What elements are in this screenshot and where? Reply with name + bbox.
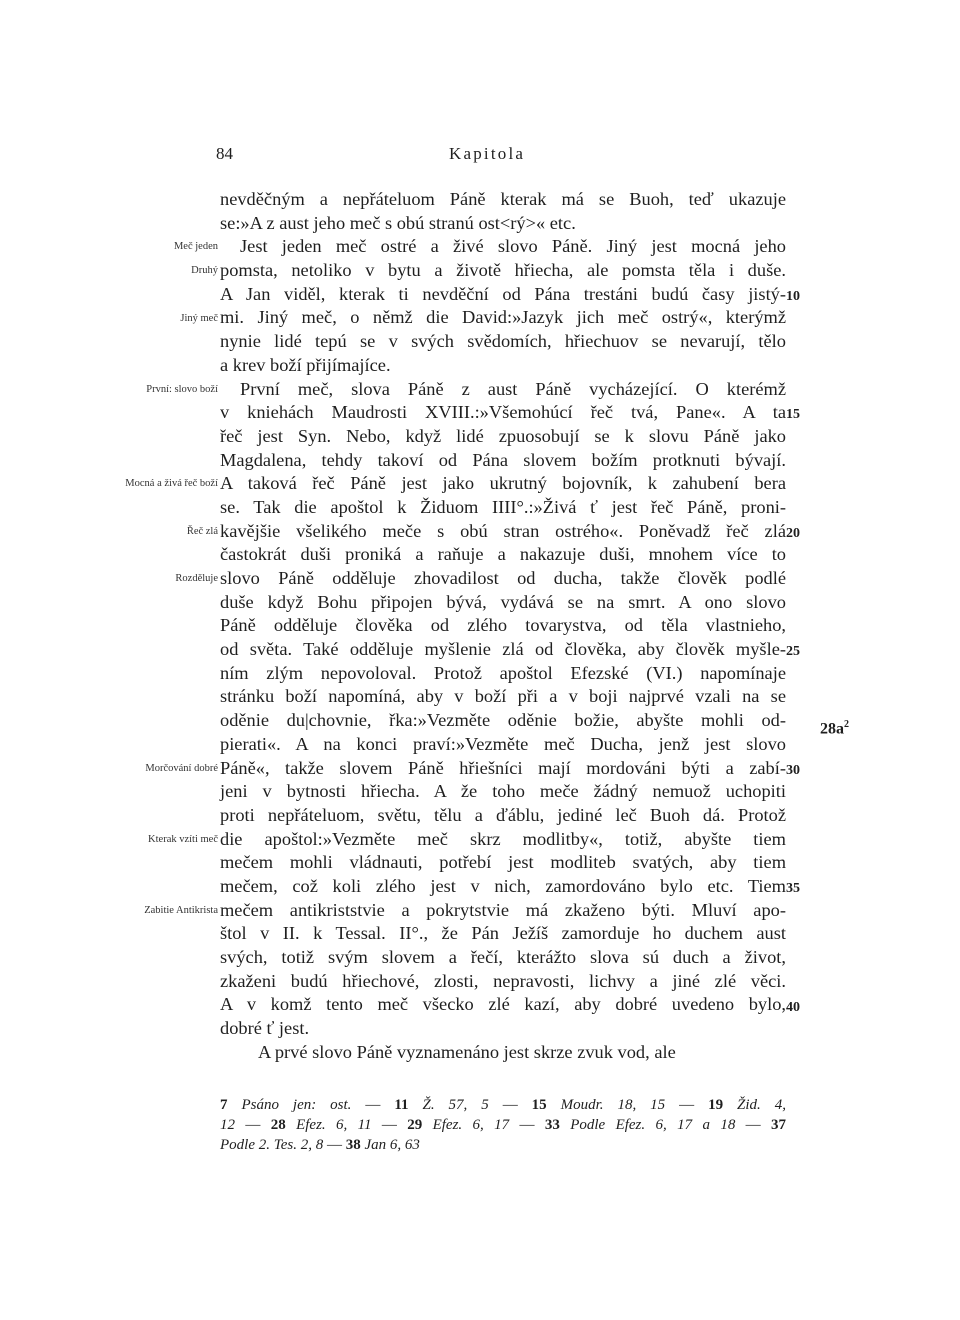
apparatus-segment: Efez. 6, 17	[432, 1117, 510, 1133]
apparatus-segment: —	[665, 1097, 709, 1113]
text-line: jeni v bytnosti hřiecha. A že toho meče žádný nemuož uchopiti	[220, 781, 786, 802]
text-line: dobré ť jest.	[220, 1018, 310, 1039]
apparatus-line-ref: 11	[394, 1097, 423, 1113]
text-line: mečem mohli vládnauti, potřebí jest modliteb svatých, aby tiem	[220, 852, 786, 873]
apparatus-segment: Efez. 6, 11	[296, 1117, 372, 1133]
apparatus-segment: —	[735, 1117, 772, 1133]
margin-note: Jiný meč	[180, 312, 218, 324]
margin-note: Druhý	[191, 265, 218, 277]
text-line: mečem antikriststvie a pokrytstvie má zkaženo býti. Mluví apo-	[220, 899, 786, 920]
apparatus-segment: Jan 6, 63	[364, 1137, 420, 1153]
apparatus-segment: Podle 2. Tes. 2, 8	[220, 1137, 324, 1153]
text-line: zkaženi budú hřiechové, zlosti, nepravosti, lichvy a jiné zlé věci.	[220, 970, 786, 991]
text-line: nynie lidé tepú se v svých svědomích, hřiechuov se nevarují, tělo	[220, 331, 786, 352]
apparatus-line-ref: 33	[544, 1117, 571, 1133]
margin-note: První: slovo boží	[146, 383, 218, 395]
text-line: v kniehách Maudrosti XVIII.:»Všemohúcí řeč tvá, Pane«. A ta	[220, 402, 786, 423]
apparatus-segment: Žid. 4,	[737, 1097, 786, 1113]
apparatus-segment: Moudr. 18, 15	[560, 1097, 666, 1113]
margin-note: Zabitie Antikrista	[144, 905, 218, 916]
apparatus-segment: —	[323, 1137, 346, 1153]
text-line: se. Tak die apoštol k Židuom IIII°.:»Živá ť jest řeč Páně, proni-	[220, 496, 786, 517]
body-text	[220, 188, 786, 1064]
text-line: Páně«, takže slovem Páně hřiešníci mají mordováni býti a zabí-	[220, 757, 786, 778]
text-line: proti nepřáteluom, světu, tělu a ďáblu, jediné leč Buoh dá. Protož	[220, 804, 786, 825]
line-number: 35	[786, 881, 800, 897]
apparatus-line	[220, 1095, 786, 1115]
text-line: pomsta, netoliko v bytu a životě hřiecha, ale pomsta těla i duše.	[220, 260, 786, 281]
folio-mark	[820, 719, 849, 738]
critical-apparatus	[220, 1095, 786, 1155]
page-number: 84	[216, 144, 233, 163]
text-line: častokrát duši proniká a raňuje a nakazuje duši, mnohem více to	[220, 544, 786, 565]
text-line: pierati«. A na konci praví:»Vezměte meč Ducha, jenž jest slovo	[220, 733, 786, 754]
text-line: A taková řeč Páně jest jako ukrutný bojovník, k zahubení bera	[220, 473, 786, 494]
apparatus-segment: —	[371, 1117, 408, 1133]
text-line: štol v II. k Tessal. II°., že Pán Ježíš zamorduje ho duchem aust	[220, 923, 786, 944]
line-number: 15	[786, 407, 800, 423]
line-number: 25	[786, 644, 800, 660]
text-line: A Jan viděl, kterak ti nevděční od Pána trestáni budú časy jistý-	[220, 283, 786, 304]
line-number: 20	[786, 525, 800, 541]
folio-mark-base: 28a	[820, 720, 844, 738]
text-line: a krev boží přijímajíce.	[220, 354, 391, 375]
margin-note: Řeč zlá	[186, 525, 218, 537]
apparatus-segment: —	[235, 1117, 271, 1133]
apparatus-segment: —	[488, 1097, 532, 1113]
text-line: slovo Páně odděluje zhovadilost od ducha, takže člověk podlé	[220, 568, 786, 588]
text-line: První meč, slova Páně z aust Páně vycházející. O kterémž	[240, 378, 786, 399]
text-line: die apoštol:»Vezměte meč skrz modlitby«, totiž, abyšte tiem	[220, 828, 786, 849]
margin-note: Mocná a živá řeč boží	[125, 478, 218, 490]
margin-note: Rozděluje	[175, 573, 218, 585]
text-line: stránku boží napomíná, aby v boží při a v boji najprvé vzali na se	[220, 686, 786, 707]
text-line: řeč jest Syn. Nebo, když lidé zpuosobují se k slovu Páně jako	[220, 425, 786, 446]
text-line: mi. Jiný meč, o němž die David:»Jazyk jich meč ostrý«, kterýmž	[220, 307, 786, 328]
line-number: 10	[786, 288, 800, 304]
text-line: duše když Bohu připojen bývá, vydává se na smrt. A ono slovo	[220, 591, 786, 612]
apparatus-line	[220, 1115, 786, 1135]
apparatus-line	[220, 1135, 786, 1155]
text-line: A v komž tento meč všecko zlé kazí, aby dobré uvedeno bylo,	[220, 994, 786, 1015]
apparatus-segment: —	[509, 1117, 545, 1133]
line-number: 40	[786, 999, 800, 1015]
margin-note: Kterak vzíti meč	[148, 833, 218, 845]
apparatus-line-ref: 29	[407, 1117, 433, 1133]
apparatus-line-ref: 28	[270, 1117, 297, 1133]
text-line: svých, totiž svým slovem a řečí, kterážto slova sú duch a život,	[220, 947, 786, 967]
apparatus-line-ref: 7	[220, 1097, 242, 1113]
text-line: se:»A z aust jeho meč s obú stranú ost<rý>« etc.	[220, 212, 576, 233]
apparatus-segment: Ž. 57, 5	[422, 1097, 489, 1113]
text-line: oděnie du|chovnie, řka:»Vezměte oděnie božie, abyšte mohli od-	[220, 710, 786, 731]
text-line: mečem, což koli zlého jest v nich, zamordováno bylo etc. Tiem	[220, 875, 786, 896]
text-line: Magdalena, tehdy takoví od Pána slovem božím protknuti bývají.	[220, 449, 786, 470]
text-line: nevděčným a nepřáteluom Páně kterak má se Buoh, teď ukazuje	[220, 189, 786, 209]
text-line: od světa. Také odděluje myšlenie zlá od člověka, aby člověk myšle-	[220, 639, 786, 660]
running-title: Kapitola	[449, 144, 526, 163]
apparatus-segment: Podle Efez. 6, 17 a 18	[570, 1117, 736, 1133]
text-line: Jest jeden meč ostré a živé slovo Páně. Jiný jest mocná jeho	[240, 236, 786, 257]
text-line: Páně odděluje člověka od zlého tovarystva, od těla vlastnieho,	[220, 615, 786, 636]
apparatus-line-ref: 37	[771, 1117, 787, 1133]
text-line: ním zlým nepovoloval. Protož apoštol Efezské (VI.) napomínaje	[220, 662, 786, 683]
apparatus-segment: 12	[220, 1117, 235, 1133]
folio-mark-sup: 2	[844, 719, 849, 730]
line-number: 30	[786, 762, 800, 778]
margin-note: Meč jeden	[173, 241, 218, 253]
apparatus-line-ref: 38	[345, 1137, 365, 1153]
text-line: kavějšie všelikého meče s obú stran ostrého«. Poněvadž řeč zlá	[220, 520, 786, 541]
apparatus-segment: —	[351, 1097, 395, 1113]
text-line: A prvé slovo Páně vyznamenáno jest skrze zvuk vod, ale	[258, 1041, 676, 1062]
apparatus-segment: Psáno jen: ost.	[241, 1097, 352, 1113]
apparatus-line-ref: 15	[531, 1097, 561, 1113]
margin-note: Morčování dobré	[145, 762, 218, 774]
apparatus-line-ref: 19	[708, 1097, 738, 1113]
